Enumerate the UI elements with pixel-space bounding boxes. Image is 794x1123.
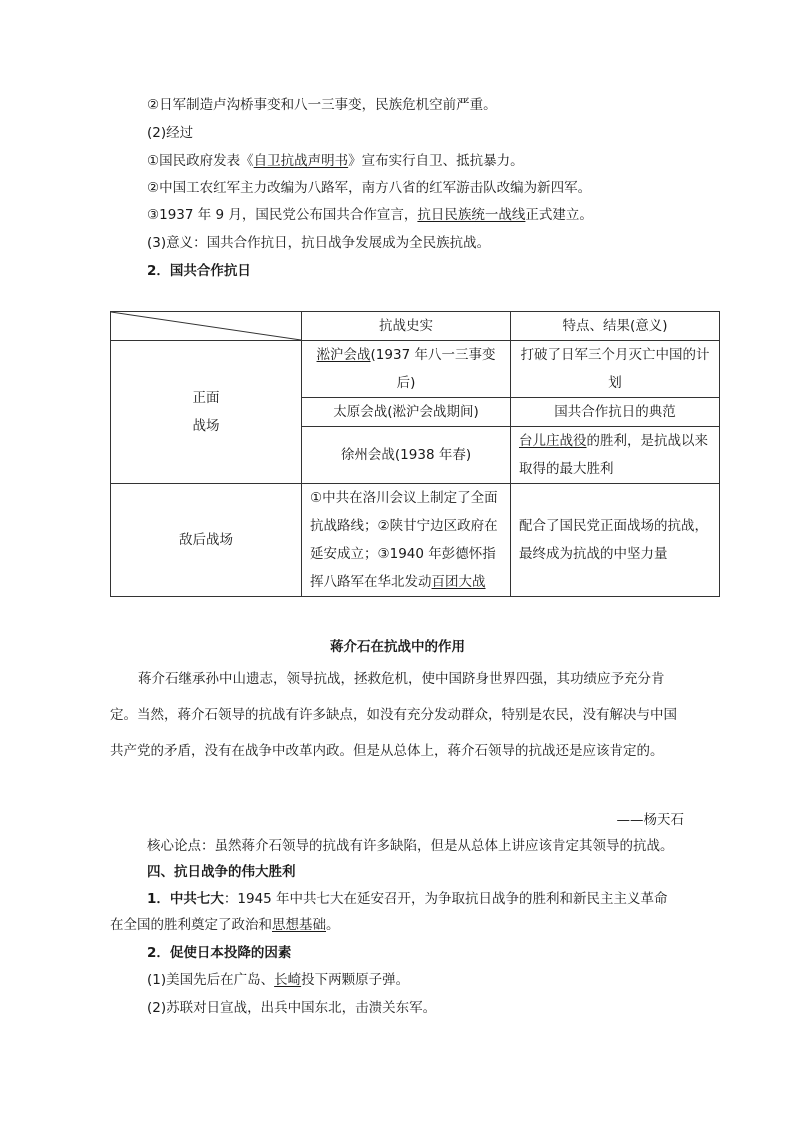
- text-segment: 在全国的胜利奠定了政治和: [110, 917, 272, 933]
- table-cell: [511, 427, 720, 484]
- text-segment: ：1945 年中共七大在延安召开，为争取抗日战争的胜利和新民主主义革命: [223, 891, 668, 907]
- subheading-process: (2)经过: [147, 125, 194, 141]
- section-heading: 2．国共合作抗日: [147, 263, 251, 279]
- underlined-term: 长崎: [274, 972, 302, 988]
- table-header: 抗战史实: [302, 312, 511, 341]
- table-row: [111, 484, 720, 597]
- text-line: [147, 970, 409, 990]
- text-segment: 》宣布实行自卫、抵抗暴力。: [348, 153, 524, 169]
- text-line: [147, 151, 524, 171]
- essay-body: 蒋介石继承孙中山遗志，领导抗战，拯救危机，使中国跻身世界四强，其功绩应予充分肯定。当然，蒋介石领导的抗战有许多缺点，如没有充分发动群众，特别是农民，没有解决与中国共产党的矛盾，没有在战争中改革内政。但是从总体上，蒋介石领导的抗战还是应该肯定的。: [110, 671, 677, 759]
- underlined-term: 淞沪会战: [316, 347, 371, 363]
- text-line: (3)意义：国共合作抗日，抗日战争发展成为全民族抗战。: [147, 235, 491, 251]
- resistance-table: [110, 311, 720, 597]
- table-cell: 国共合作抗日的典范: [511, 398, 720, 427]
- underlined-term: 百团大战: [431, 574, 486, 590]
- table-cell: [511, 341, 720, 398]
- section-heading: 2．促使日本投降的因素: [147, 945, 292, 961]
- text-segment: 的胜利，是抗战以来取得的最大胜利: [519, 433, 708, 477]
- text-line: [147, 205, 593, 225]
- text-segment: (1937 年八一三事变后): [370, 347, 496, 391]
- core-argument: 核心论点：虽然蒋介石领导的抗战有许多缺陷，但是从总体上讲应该肯定其领导的抗战。: [147, 838, 674, 854]
- text-segment: 。: [326, 917, 340, 933]
- front-battlefield-label: [111, 341, 302, 484]
- table-header-row: [111, 312, 720, 341]
- underlined-term: 思想基础: [272, 917, 326, 933]
- section-heading: 四、抗日战争的伟大胜利: [147, 864, 296, 880]
- text-line: ②日军制造卢沟桥事变和八一三事变，民族危机空前严重。: [147, 97, 497, 113]
- text-segment: (1)美国先后在广岛、: [147, 972, 275, 988]
- text-line: (2)苏联对日宣战，出兵中国东北，击溃关东军。: [147, 1000, 437, 1016]
- text-segment: 正式建立。: [525, 207, 593, 223]
- label-line: 正面: [192, 390, 220, 406]
- table-cell: [302, 484, 511, 597]
- table-header: 特点、结果(意义): [511, 312, 720, 341]
- text-line: [110, 915, 340, 935]
- underlined-term: 台儿庄战役: [519, 433, 587, 449]
- diagonal-header-cell: [111, 312, 302, 341]
- text-segment: 投下两颗原子弹。: [301, 972, 410, 988]
- text-segment: ①国民政府发表《: [147, 153, 254, 169]
- table-cell: 配合了国民党正面战场的抗战，最终成为抗战的中坚力量: [511, 484, 720, 597]
- underlined-term: 抗日民族统一战线: [417, 207, 526, 223]
- table-cell: 太原会战(淞沪会战期间): [302, 398, 511, 427]
- table-cell: 徐州会战(1938 年春): [302, 427, 511, 484]
- label-line: 战场: [192, 418, 220, 434]
- text-line: [147, 889, 668, 909]
- essay-title: 蒋介石在抗战中的作用: [330, 639, 465, 655]
- text-segment: ③1937 年 9 月，国民党公布国共合作宣言，: [147, 207, 418, 223]
- term-label: 1．中共七大: [147, 891, 224, 907]
- text-segment: 打破了日军三个月灭亡中国的计划: [520, 347, 710, 391]
- rear-battlefield-label: 敌后战场: [111, 484, 302, 597]
- table-row: [111, 341, 720, 398]
- table-cell: [302, 341, 511, 398]
- text-segment: ①中共在洛川会议上制定了全面抗战路线；②陕甘宁边区政府在延安成立；③1940 年彭德怀指挥八路军在华北发动: [310, 490, 498, 590]
- essay-attribution: ——杨天石: [616, 812, 684, 828]
- text-line: ②中国工农红军主力改编为八路军，南方八省的红军游击队改编为新四军。: [147, 180, 592, 196]
- underlined-term: 自卫抗战声明书: [253, 153, 349, 169]
